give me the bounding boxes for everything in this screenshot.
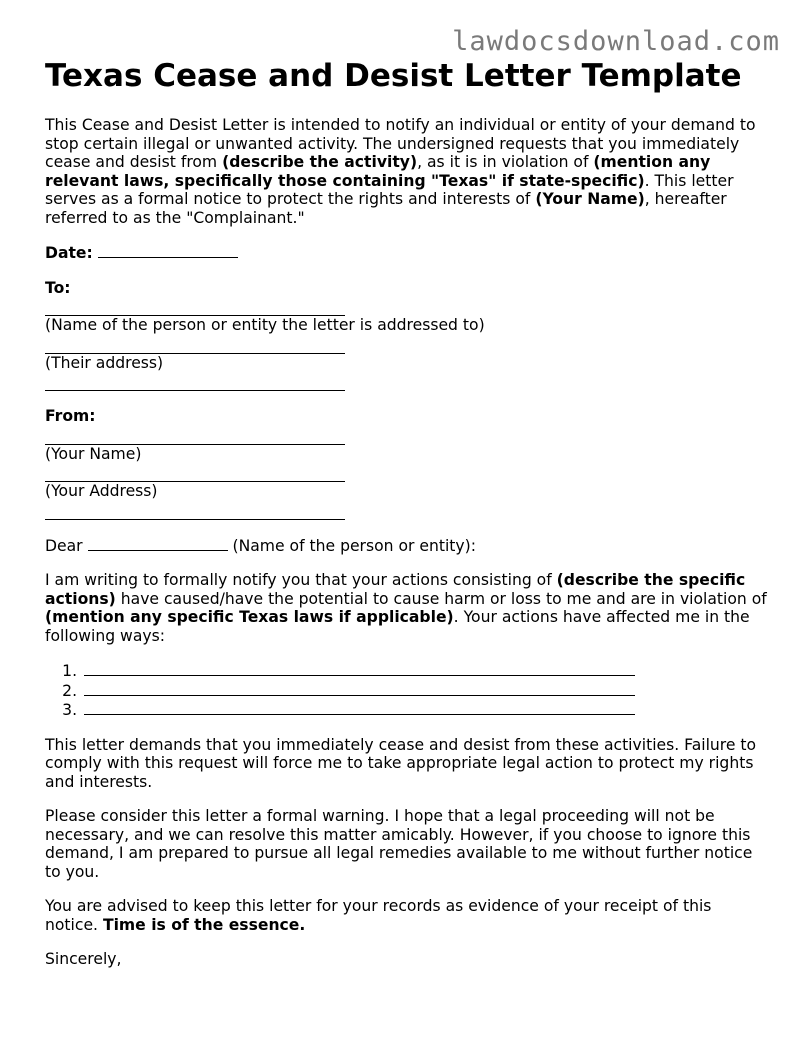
intro-bold-your-name: (Your Name) (535, 190, 645, 208)
body-paragraph-4 (45, 897, 767, 934)
list-item (82, 681, 767, 701)
body-paragraph-2: This letter demands that you immediately cease and desist from these activities. Failure to comply with this request will force me to take appropriate legal action to protect my rights and interests. (45, 735, 757, 791)
salutation-blank[interactable] (88, 536, 228, 551)
body4-text: You are advised to keep this letter for your records as evidence of your receipt of this notice. (45, 897, 712, 934)
intro-bold-activity: (describe the activity) (222, 153, 418, 171)
from-label: From: (45, 407, 96, 425)
body1-text-3: . Your actions have affected me in the following ways: (45, 608, 750, 645)
intro-text-4: , hereafter referred to as the "Complainant." (45, 190, 727, 227)
salutation (45, 536, 767, 556)
effect-blank-1[interactable] (84, 661, 635, 676)
to-name-caption: (Name of the person or entity the letter is addressed to) (45, 316, 485, 334)
to-name-blank[interactable] (45, 297, 345, 316)
body1-text-1: I am writing to formally notify you that your actions consisting of (45, 571, 557, 589)
list-item (82, 700, 767, 720)
intro-bold-laws: (mention any relevant laws, specifically those containing "Texas" if state-specific) (45, 153, 711, 190)
intro-text-1: This Cease and Desist Letter is intended to notify an individual or entity of your demand to stop certain illegal or unwanted activity. The undersigned requests that you immediately cease and desist from (45, 116, 756, 171)
intro-paragraph (45, 116, 767, 227)
effects-list (45, 661, 767, 720)
to-address-blank[interactable] (45, 335, 345, 354)
date-label: Date: (45, 244, 93, 262)
body1-bold-actions: (describe the specific actions) (45, 571, 746, 608)
body-paragraph-3: Please consider this letter a formal warning. I hope that a legal proceeding will not be necessary, and we can resolve this matter amicably. However, if you choose to ignore this demand, I am prepared to pursue all legal remedies available to me without further notice to you. (45, 807, 753, 881)
watermark-text: lawdocsdownload.com (452, 26, 780, 57)
salutation-dear: Dear (45, 536, 88, 555)
closing: Sincerely, (45, 950, 122, 968)
from-address-caption: (Your Address) (45, 482, 158, 500)
document-page (45, 58, 767, 969)
intro-text-3: . This letter serves as a formal notice to protect the rights and interests of (45, 171, 734, 208)
body1-bold-laws: (mention any specific Texas laws if applicable) (45, 608, 454, 626)
document-title: Texas Cease and Desist Letter Template (45, 58, 742, 94)
effect-blank-2[interactable] (84, 681, 635, 696)
date-line (45, 243, 767, 263)
intro-text-2: , as it is in violation of (417, 153, 594, 171)
to-address-caption: (Their address) (45, 353, 164, 372)
from-address-blank-2[interactable] (45, 501, 345, 520)
to-label: To: (45, 278, 71, 297)
list-item (82, 661, 767, 681)
from-name-caption: (Your Name) (45, 444, 142, 463)
effect-blank-3[interactable] (84, 700, 635, 715)
salutation-after: (Name of the person or entity): (227, 536, 476, 555)
body4-bold: Time is of the essence. (102, 915, 306, 934)
body-paragraph-1 (45, 571, 767, 645)
to-address-blank-2[interactable] (45, 372, 345, 391)
from-address-blank[interactable] (45, 463, 345, 482)
body1-text-2: have caused/have the potential to cause harm or loss to me and are in violation of (115, 589, 767, 608)
from-name-blank[interactable] (45, 426, 345, 445)
date-blank[interactable] (98, 243, 238, 258)
